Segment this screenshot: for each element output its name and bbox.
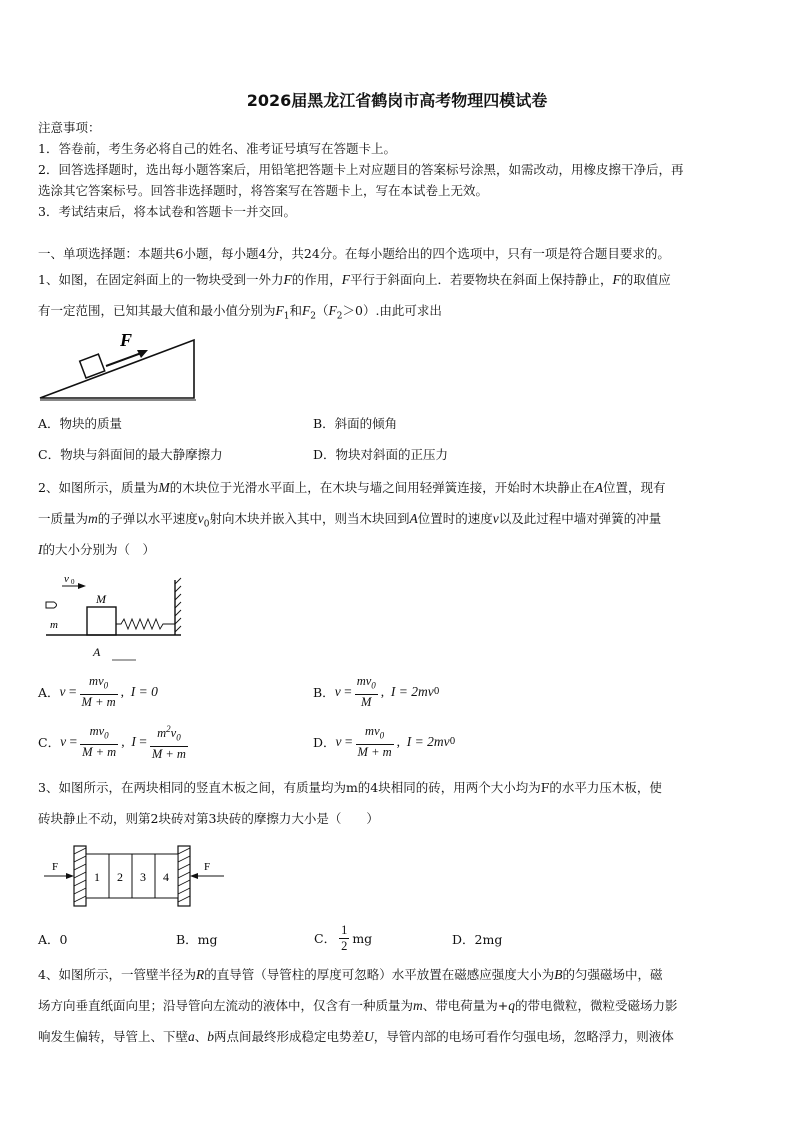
q2-line-2: 一质量为m的子弹以水平速度$v_0$射向木块并嵌入其中，则当木块回到A位置时的速度v以及此过程中墙对弹簧的冲量 bbox=[38, 511, 662, 530]
notice-item-3: 3．考试结束后，将本试卷和答题卡一并交回。 bbox=[38, 204, 296, 219]
q4-line-2: 场方向垂直纸面向里；沿导管向左流动的液体中，仅含有一种质量为m、带电荷量为+q的带电微粒，微粒受磁场力影 bbox=[38, 998, 678, 1013]
incline-figure bbox=[36, 330, 202, 406]
q1-option-c: C．物块与斜面间的最大静摩擦力 bbox=[38, 447, 223, 462]
svg-text:A: A bbox=[93, 645, 101, 659]
brick-4: 4 bbox=[163, 870, 169, 884]
q2-line-3: I的大小分别为（ ） bbox=[38, 542, 156, 557]
section-heading: 一、单项选择题：本题共6小题，每小题4分，共24分。在每小题给出的四个选项中，只有一项是符合题目要求的。 bbox=[38, 246, 670, 261]
q2-option-d: D． v = $\frac{mv_0}{M + m}$ , I = 2mv 0 bbox=[313, 724, 456, 759]
q1-line-2: 有一定范围，已知其最大值和最小值分别为$F_1$和$F_2(F_2>0)$.由此可求出 bbox=[38, 303, 442, 322]
q1-option-a: A．物块的质量 bbox=[38, 416, 123, 431]
q1-option-d: D．物块对斜面的正压力 bbox=[313, 447, 449, 462]
svg-text:v: v bbox=[64, 573, 69, 585]
svg-text:F: F bbox=[204, 861, 211, 873]
bricks-figure bbox=[40, 840, 230, 910]
q2-option-b: B． v = $\frac{mv_0}{M}$ , I = 2mv 0 bbox=[313, 674, 440, 709]
q1-line-1: 1、如图，在固定斜面上的一物块受到一外力F的作用，F平行于斜面向上．若要物块在斜面上保持静止，F的取值应 bbox=[38, 272, 671, 287]
page-title: 2026届黑龙江省鹤岗市高考物理四模试卷 bbox=[246, 91, 548, 110]
spring-block-figure bbox=[40, 572, 185, 664]
q3-line-2: 砖块静止不动，则第2块砖对第3块砖的摩擦力大小是（ ） bbox=[38, 811, 379, 826]
q3-option-b: B．mg bbox=[176, 932, 218, 947]
q2-option-c: C． v = $\frac{mv_0}{M + m}$ , I = $\frac{m^2v_0}{M + m}$ bbox=[38, 724, 186, 761]
notice-heading: 注意事项： bbox=[38, 120, 101, 135]
svg-text:F: F bbox=[52, 861, 59, 873]
q3-option-d: D．2mg bbox=[452, 932, 503, 947]
notice-item-2-cont: 选涂其它答案标号。回答非选择题时，将答案写在答题卡上，写在本试卷上无效。 bbox=[38, 183, 489, 198]
q1-option-b: B．斜面的倾角 bbox=[313, 416, 398, 431]
brick-2: 2 bbox=[117, 870, 123, 884]
q3-option-a: A．0 bbox=[38, 932, 68, 947]
q4-line-3: 响发生偏转，导管上、下壁a、b两点间最终形成稳定电势差U，导管内部的电场可看作匀强电场，忽略浮力，则液体 bbox=[38, 1029, 674, 1044]
force-label: F bbox=[120, 330, 133, 350]
svg-text:M: M bbox=[96, 592, 106, 606]
q2-line-1: 2、如图所示，质量为M的木块位于光滑水平面上，在木块与墙之间用轻弹簧连接，开始时木块静止在A位置，现有 bbox=[38, 480, 666, 495]
q2-option-a: A． v = $\frac{mv_0}{M + m}$ , I = 0 bbox=[38, 674, 158, 709]
brick-1: 1 bbox=[94, 870, 100, 884]
q4-line-1: 4、如图所示，一管壁半径为R的直导管（导管柱的厚度可忽略）水平放置在磁感应强度大小为B的匀强磁场中，磁 bbox=[38, 967, 663, 982]
svg-text:0: 0 bbox=[71, 578, 75, 586]
svg-text:m: m bbox=[50, 619, 58, 631]
notice-item-1: 1．答卷前，考生务必将自己的姓名、准考证号填写在答题卡上。 bbox=[38, 141, 396, 156]
notice-item-2: 2．回答选择题时，选出每小题答案后，用铅笔把答题卡上对应题目的答案标号涂黑，如需改动，用橡皮擦干净后，再 bbox=[38, 162, 684, 177]
brick-3: 3 bbox=[140, 870, 146, 884]
q3-line-1: 3、如图所示，在两块相同的竖直木板之间，有质量均为m的4块相同的砖，用两个大小均为F的水平力压木板，使 bbox=[38, 780, 662, 795]
q3-option-c: C． $\frac{1}{2}$ mg bbox=[314, 922, 373, 953]
